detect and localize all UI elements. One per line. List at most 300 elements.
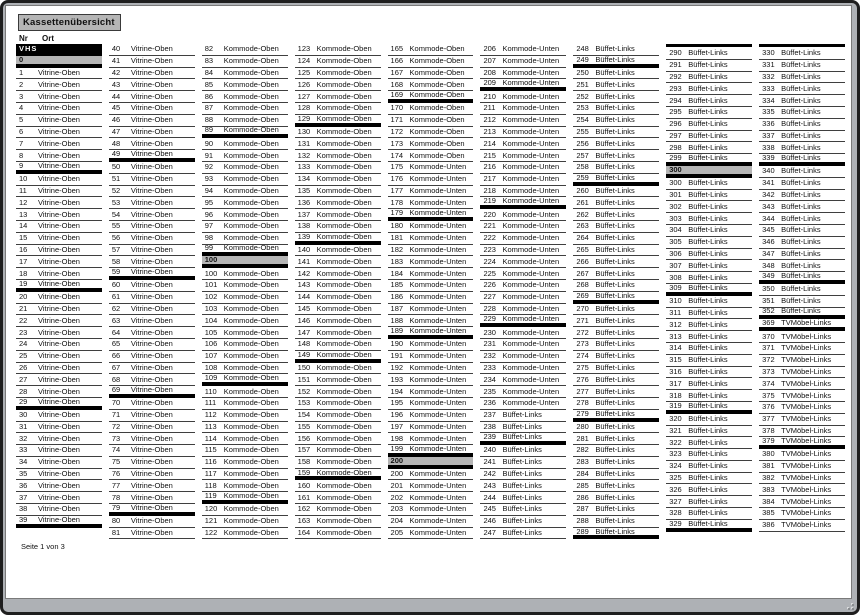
row-nr: 168 [390,79,404,89]
row-nr: 187 [390,303,404,313]
row-nr: 201 [390,480,404,490]
row-nr: 262 [576,209,589,219]
row-ort: Büffet-Links [688,390,728,400]
row-nr: 105 [204,327,218,337]
row-nr: 379 [762,437,775,446]
row-ort: Büffet-Links [595,197,635,207]
row-nr: 248 [576,44,589,54]
row-nr: 56 [111,233,121,243]
row-nr: 241 [483,457,496,467]
row-nr: 170 [390,103,404,113]
table-row [16,398,102,410]
row-nr: 0 [19,55,24,64]
row-nr: 350 [762,284,775,294]
row-nr: 196 [390,410,404,420]
row-ort: Kommode-Oben [316,457,372,467]
row-ort: Kommode-Unten [409,209,467,218]
row-ort: Vitrine-Oben [130,138,173,148]
table-row [202,516,288,528]
table-row [295,292,381,304]
table-row [388,339,474,351]
row-ort: Büffet-Links [595,433,635,443]
row-ort: TVMöbel-Links [781,484,832,494]
row-ort: Kommode-Unten [409,516,467,526]
row-ort: Büffet-Links [502,528,542,538]
table-row [295,280,381,292]
table-row [480,268,566,280]
table-row [16,150,102,162]
row-nr: 174 [390,150,404,160]
table-row [480,422,566,434]
row-nr: 329 [669,519,682,528]
table-row [109,504,195,516]
row-ort: TVMöbel-Links [781,378,832,388]
row-nr: 28 [19,386,28,396]
table-row [573,504,659,516]
table-row [759,95,845,107]
table-row [295,115,381,127]
row-ort: Kommode-Oben [316,339,372,349]
row-nr: 305 [669,237,682,247]
table-row [573,445,659,457]
row-nr: 169 [390,91,404,100]
table-row [666,378,752,390]
table-row [573,492,659,504]
table-row [109,233,195,245]
table-row [16,103,102,115]
table-row [388,327,474,339]
row-nr: 301 [669,189,682,199]
row-nr: 342 [762,189,775,199]
row-ort: Büffet-Links [595,244,635,254]
row-nr: 310 [669,296,682,306]
row-ort: Büffet-Links [781,107,821,117]
row-nr: 31 [19,421,28,431]
row-ort: Vitrine-Oben [130,339,173,349]
row-nr: 141 [297,256,311,266]
table-row [202,386,288,398]
row-ort: Büffet-Links [688,401,728,410]
row-nr: 116 [204,457,217,467]
table-row [666,107,752,119]
row-ort: Kommode-Unten [502,103,560,113]
row-ort: Büffet-Links [688,496,728,506]
row-nr: 85 [204,79,214,89]
row-ort: Kommode-Unten [409,339,467,349]
row-ort: Büffet-Links [688,225,728,235]
table-row [16,410,102,422]
row-ort: TVMöbel-Links [781,414,832,424]
row-nr: 113 [204,421,217,431]
table-row [295,233,381,245]
row-ort: TVMöbel-Links [781,496,832,506]
row-nr: 231 [483,339,496,349]
row-nr: 313 [669,331,682,341]
table-row [573,174,659,186]
resize-grip-icon[interactable] [844,600,855,611]
table-row [16,339,102,351]
row-nr: 68 [111,374,121,384]
row-nr: 236 [483,398,496,408]
table-row [109,480,195,492]
row-ort: Vitrine-Oben [38,433,80,443]
row-nr: 334 [762,95,775,105]
row-ort: Büffet-Links [688,307,728,317]
row-nr: 94 [204,185,214,195]
row-ort: Kommode-Unten [409,256,467,266]
table-row [666,296,752,308]
table-row [16,504,102,516]
row-nr: 32 [19,433,28,443]
row-ort: Kommode-Oben [223,115,279,125]
row-ort: Büffet-Links [688,319,728,329]
row-ort: Büffet-Links [595,398,635,408]
row-nr: 165 [390,44,404,54]
table-column [16,44,102,528]
table-row [202,445,288,457]
row-nr: 297 [669,130,682,140]
table-row [202,398,288,410]
row-ort: Büffet-Links [688,425,728,435]
row-ort: Kommode-Oben [223,233,279,243]
table-row [295,339,381,351]
table-row [202,103,288,115]
report-page [5,5,852,599]
row-nr: 71 [111,410,121,420]
row-ort: Kommode-Oben [223,138,279,148]
row-ort: Vitrine-Oben [130,374,173,384]
table-row [573,304,659,316]
table-row [759,319,845,331]
table-row [388,292,474,304]
row-ort: Büffet-Links [502,469,542,479]
table-row [16,79,102,91]
row-nr: 239 [483,433,496,442]
table-row [480,56,566,68]
table-row [573,209,659,221]
table-row [573,363,659,375]
row-nr: 320 [669,414,682,424]
row-ort: Büffet-Links [688,519,728,528]
row-ort: Kommode-Unten [502,398,560,408]
row-ort: Kommode-Oben [409,79,465,89]
row-ort: Büffet-Links [595,480,635,490]
row-nr: 49 [111,150,121,159]
table-row [109,209,195,221]
row-nr: 129 [297,114,311,123]
table-row [295,304,381,316]
row-ort: Kommode-Oben [316,350,372,359]
row-nr: 26 [19,362,28,372]
row-ort: Kommode-Unten [502,303,560,313]
row-nr: 274 [576,351,589,361]
row-nr: 130 [297,126,311,136]
table-row [759,331,845,343]
table-row [16,268,102,280]
row-ort: Vitrine-Oben [38,303,80,313]
row-ort: Büffet-Links [595,457,635,467]
row-ort: Vitrine-Oben [38,233,80,243]
row-ort: Vitrine-Oben [38,492,80,502]
row-ort: Kommode-Oben [223,374,279,383]
row-ort: Kommode-Unten [502,197,560,206]
row-nr: 325 [669,473,682,483]
row-ort: Kommode-Oben [316,528,372,538]
row-nr: 131 [297,138,311,148]
row-nr: 164 [297,528,311,538]
row-ort: Kommode-Oben [409,44,465,54]
table-column [759,44,845,532]
row-ort: Kommode-Unten [502,280,560,290]
table-row [573,56,659,68]
section-header-century [666,166,752,178]
row-nr: 121 [204,516,218,526]
row-ort: Büffet-Links [781,225,821,235]
row-ort: Vitrine-Oben [130,221,173,231]
row-nr: 89 [204,126,214,135]
table-row [16,480,102,492]
table-row [109,433,195,445]
table-row [295,221,381,233]
table-row [202,292,288,304]
table-row [388,528,474,540]
row-ort: Büffet-Links [502,421,542,431]
table-row [573,103,659,115]
row-ort: Vitrine-Oben [38,126,80,136]
table-row [759,237,845,249]
table-row [16,363,102,375]
row-ort: Büffet-Links [595,79,635,89]
row-nr: 146 [297,315,311,325]
row-ort: Büffet-Links [595,209,635,219]
row-nr: 166 [390,56,404,66]
row-nr: 240 [483,445,496,455]
row-nr: 343 [762,201,775,211]
row-ort: Büffet-Links [781,95,821,105]
table-row [295,398,381,410]
table-row [759,508,845,520]
row-nr: 300 [669,178,682,188]
row-ort: Vitrine-Oben [38,351,80,361]
row-nr: 18 [19,268,28,278]
table-row [202,528,288,540]
row-nr: 194 [390,386,404,396]
row-ort: Büffet-Links [688,178,728,188]
row-nr: 140 [297,244,311,254]
table-row [388,386,474,398]
row-ort: Kommode-Unten [409,445,467,453]
table-row [109,68,195,80]
table-row [480,103,566,115]
table-row [573,469,659,481]
row-nr: 167 [390,67,404,77]
row-ort: Kommode-Oben [223,67,279,77]
table-row [759,449,845,461]
row-ort: Büffet-Links [688,461,728,471]
table-row [109,186,195,198]
table-row [759,343,845,355]
row-nr: 159 [297,468,311,477]
row-nr: 33 [19,445,28,455]
row-ort: Vitrine-Oben [130,386,173,395]
row-nr: 330 [762,48,775,58]
table-row [666,237,752,249]
table-row [573,256,659,268]
row-nr: 249 [576,55,589,64]
row-nr: 83 [204,56,214,66]
table-row [109,422,195,434]
table-row [573,433,659,445]
row-nr: 5 [19,115,24,125]
row-nr: 280 [576,421,589,431]
row-nr: 175 [390,162,404,172]
row-ort: Vitrine-Oben [38,386,80,396]
row-nr: 66 [111,351,121,361]
row-ort: Kommode-Unten [409,398,467,408]
row-ort: Vitrine-Oben [130,174,173,184]
table-row [480,492,566,504]
row-nr: 378 [762,425,775,435]
row-ort: Kommode-Unten [409,268,467,278]
row-nr: 126 [297,79,311,89]
row-ort: Kommode-Oben [409,150,465,160]
row-nr: 333 [762,83,775,93]
table-row [16,386,102,398]
table-row [759,48,845,60]
row-nr: 279 [576,409,589,418]
table-row [295,315,381,327]
row-ort: Kommode-Oben [316,174,372,184]
row-nr: 289 [576,527,589,536]
row-nr: 10 [19,174,28,184]
row-nr: 156 [297,433,311,443]
row-nr: 291 [669,60,682,70]
row-nr: 63 [111,315,121,325]
row-nr: 39 [19,515,28,524]
row-ort: TVMöbel-Links [781,355,832,365]
row-ort: Kommode-Oben [223,221,279,231]
row-ort: Vitrine-Oben [130,480,173,490]
row-nr: 35 [19,469,28,479]
row-nr: 47 [111,126,121,136]
table-row [16,91,102,103]
table-row [388,256,474,268]
row-nr: 198 [390,433,404,443]
row-ort: Kommode-Oben [223,469,279,479]
row-nr: 60 [111,280,121,290]
table-row [666,449,752,461]
row-ort: Vitrine-Oben [130,103,173,113]
row-nr: 337 [762,130,775,140]
row-nr: 372 [762,355,775,365]
row-ort: Vitrine-Oben [130,303,173,313]
row-ort: Kommode-Unten [409,492,467,502]
row-ort: Büffet-Links [502,480,542,490]
row-nr: 112 [204,410,217,420]
table-row [16,138,102,150]
row-ort: Büffet-Links [595,291,635,300]
table-row [109,256,195,268]
table-row [759,166,845,178]
row-ort: Kommode-Unten [502,126,560,136]
row-nr: 255 [576,126,589,136]
row-ort: Kommode-Oben [316,103,372,113]
table-row [202,410,288,422]
row-ort: Kommode-Unten [409,421,467,431]
row-nr: 259 [576,173,589,182]
table-row [16,374,102,386]
row-nr: 162 [297,504,311,514]
table-column [388,44,474,539]
row-ort: Büffet-Links [781,83,821,93]
row-ort: Büffet-Links [688,343,728,353]
row-nr: 290 [669,48,682,58]
row-ort: Büffet-Links [781,166,821,176]
table-row [759,461,845,473]
row-nr: 265 [576,244,589,254]
table-row [109,363,195,375]
table-row [573,292,659,304]
row-nr: 143 [297,280,311,290]
row-nr: 185 [390,280,404,290]
table-row [573,528,659,540]
row-nr: 251 [576,79,589,89]
row-nr: 225 [483,268,496,278]
row-nr: 30 [19,410,28,420]
row-nr: 208 [483,67,496,77]
row-nr: 149 [297,350,311,359]
row-nr: 314 [669,343,682,353]
row-nr: 142 [297,268,311,278]
table-column [666,44,752,532]
row-nr: 37 [19,492,28,502]
row-ort: Büffet-Links [595,115,635,125]
table-row [759,119,845,131]
row-nr: 4 [19,103,24,113]
table-row [109,445,195,457]
row-ort: Büffet-Links [688,119,728,129]
row-ort: Büffet-Links [781,142,821,152]
table-row [202,150,288,162]
row-ort: TVMöbel-Links [781,520,832,530]
row-ort: Kommode-Oben [223,162,279,172]
row-nr: 200 [390,456,404,465]
table-row [480,197,566,209]
table-row [573,374,659,386]
table-row [109,398,195,410]
row-nr: 339 [762,154,775,163]
row-ort: Büffet-Links [781,71,821,81]
table-row [388,68,474,80]
row-ort: Vitrine-Oben [130,233,173,243]
row-nr: 385 [762,508,775,518]
row-ort: Büffet-Links [595,103,635,113]
row-nr: 3 [19,91,24,101]
row-ort: Büffet-Links [502,433,542,442]
row-nr: 132 [297,150,311,160]
row-nr: 78 [111,492,121,502]
row-ort: TVMöbel-Links [781,449,832,459]
row-nr: 321 [669,425,682,435]
row-nr: 296 [669,119,682,129]
row-nr: 295 [669,107,682,117]
table-row [295,197,381,209]
row-nr: 377 [762,414,775,424]
row-nr: 206 [483,44,496,54]
row-nr: 77 [111,480,121,490]
row-ort: Vitrine-Oben [38,457,80,467]
row-ort: Vitrine-Oben [130,398,173,408]
